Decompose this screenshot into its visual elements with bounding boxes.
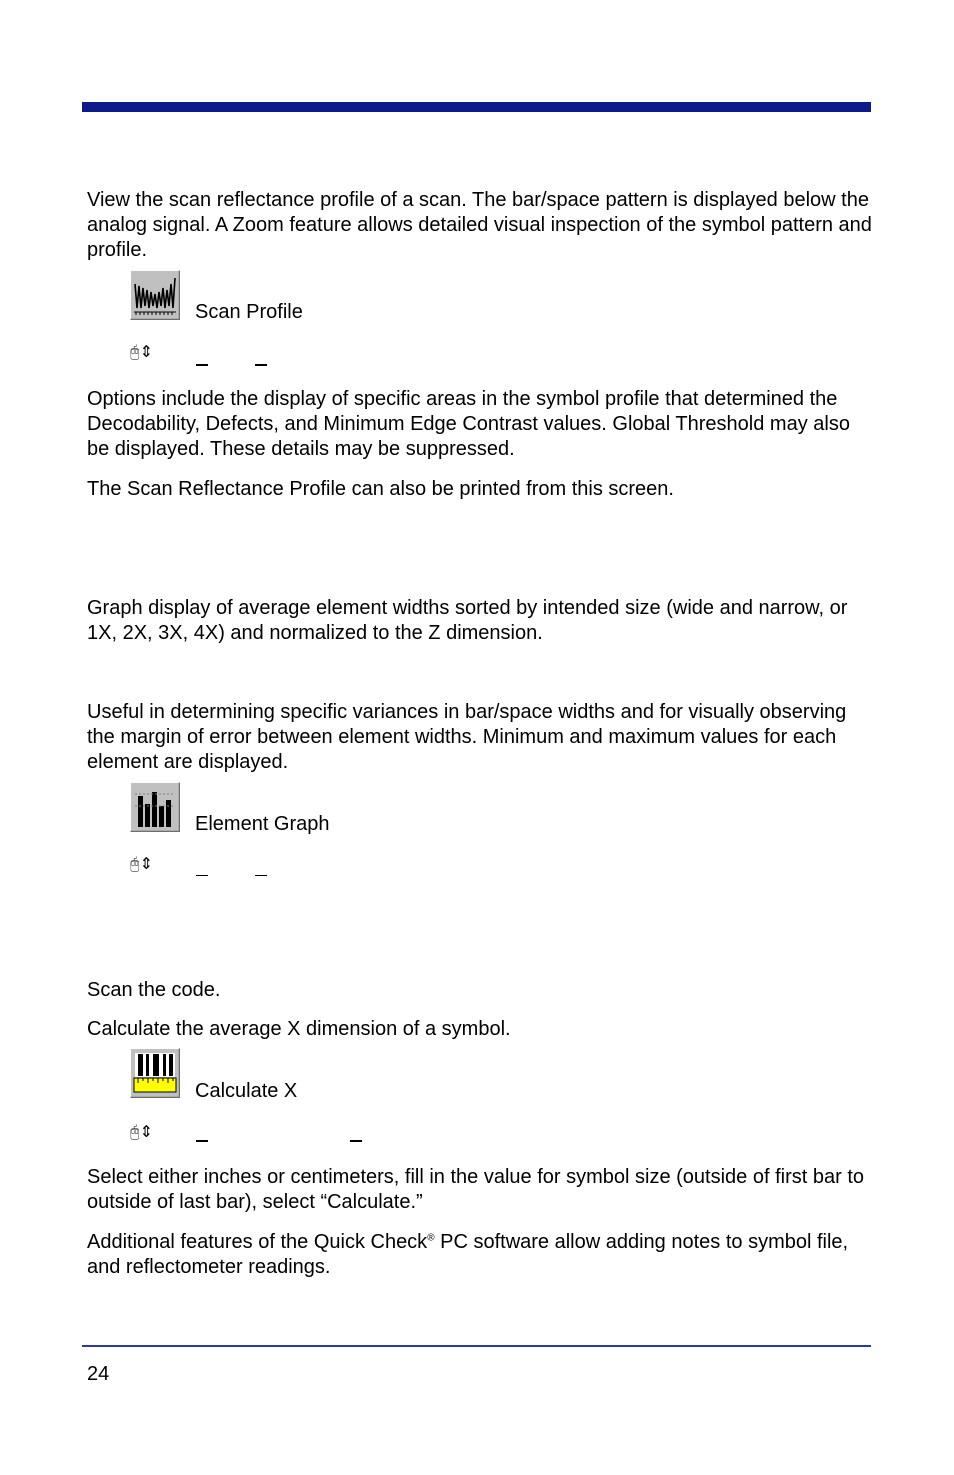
calculate-x-instructions: Select either inches or centimeters, fill in the value for symbol size (outside of first bar to outside of last bar), select “Calculate.” [87,1166,865,1213]
element-graph-usage: Useful in determining specific variances in bar/space widths and for visually observing the margin of error between element widths. Minimum and maximum values for each element are displayed. [87,701,847,773]
additional-features-note [87,1230,877,1280]
additional-features-text-cont: PC software allow adding notes to symbol file, and reflectometer readings. [87,1231,849,1278]
menu-shortcut-underline [350,1140,362,1142]
menu-shortcut-underline [196,364,208,366]
page-number: 24 [87,1363,110,1385]
menu-shortcut-underline [255,364,267,366]
element-graph-description: Graph display of average element widths sorted by intended size (wide and narrow, or 1X, 2X, 3X, 4X) and normalized to the Z dimension. [87,597,848,644]
registered-mark: ® [427,1232,435,1244]
scan-code-step: Scan the code. [87,979,221,1001]
element-graph-label: Element Graph [195,813,330,835]
scan-profile-description: View the scan reflectance profile of a scan. The bar/space pattern is displayed below the analog signal. A Zoom feature allows detailed visual inspection of the symbol pattern and profile. [87,189,872,261]
footer-rule [82,1345,871,1347]
scan-profile-print-note: The Scan Reflectance Profile can also be printed from this screen. [87,478,674,500]
mouse-scroll-icon: 🖰⇕ [130,854,154,873]
scan-profile-icon[interactable] [130,270,180,320]
mouse-scroll-icon: 🖰⇕ [130,342,154,361]
menu-shortcut-underline [255,875,267,876]
calculate-x-label: Calculate X [195,1080,298,1102]
menu-shortcut-underline [196,1140,208,1142]
mouse-scroll-icon: 🖰⇕ [130,1122,154,1141]
additional-features-text: Additional features of the Quick Check [87,1231,428,1253]
element-graph-icon[interactable] [130,782,180,832]
menu-shortcut-underline [196,875,208,876]
header-rule [82,102,871,112]
calculate-x-icon[interactable] [130,1048,180,1098]
scan-profile-label: Scan Profile [195,301,303,323]
scan-profile-options: Options include the display of specific areas in the symbol profile that determined the Decodability, Defects, and Minimum Edge Contrast values. Global Threshold may also be displayed. These details may be suppressed. [87,388,850,460]
calculate-x-description: Calculate the average X dimension of a symbol. [87,1018,511,1040]
